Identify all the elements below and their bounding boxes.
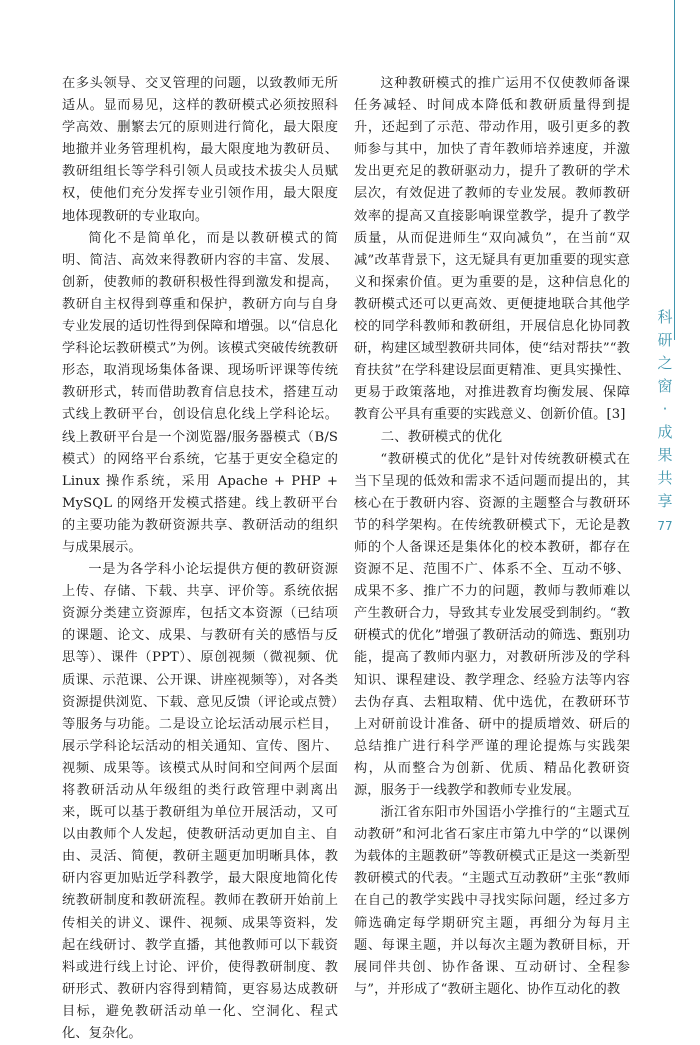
paragraph: 这种教研模式的推广运用不仅使教师备课任务减轻、时间成本降低和教研质量得到提升，还起到了示范、带动作用，吸引更多的教师参与其中，加快了青年教师培养速度，并激发出更充足的教研驱动力，提升了教研的学术层次，有效促进了教师的专业发展。教师教研效率的提高又直接影响课堂教学，提升了教学质量，从而促进师生“双向减负”，在当前“双减”改革背景下，这无疑具有更加重要的现实意义和探索价值。更为重要的是，这种信息化的教研模式还可以更高效、更便捷地联合其他学校的同学科教师和教研组，开展信息化协同教研，构建区域型教研共同体，使“结对帮扶”“教育扶贫”在学科建设层面更精准、更具实操性、更易于政策落地，对推进教育均衡发展、保障教育公平具有重要的实践意义、创新价值。[3] xyxy=(354,76,630,423)
paragraph: 一是为各学科小论坛提供方便的教研资源上传、存储、下载、共享、评价等。系统依据资源分类建立资源库，包括文本资源（已结项的课题、论文、成果、与教研有关的感悟与反思等）、课件（PPT）、原创视频（微视频、优质课、示范课、公开课、讲座视频等），对各类资源提供浏览、下载、意见反馈（评论或点赞）等服务与功能。二是设立论坛活动展示栏目，展示学科论坛活动的相关通知、宣传、图片、视频、成果等。该模式从时间和空间两个层面将教研活动从年级组的类行政管理中剥离出来，既可以基于教研组为单位开展活动，又可以由教师个人发起，使教研活动更加自主、自由、灵活、简便，教研主题更加明晰具体，教研内容更加贴近学科教学，最大限度地简化传统教研制度和教研流程。教师在教研开始前上传相关的讲义、课件、视频、成果等资料，发起在线研讨、教学直播，其他教师可以下载资料或进行线上讨论、评价，使得教研制度、教研形式、教研内容得到精简，更容易达成教研目标，避免教研活动单一化、空洞化、程式化、复杂化。 xyxy=(62,562,338,1042)
page-divider-line xyxy=(674,0,675,340)
side-tag-char: 成 xyxy=(657,423,673,441)
right-text-column xyxy=(354,73,630,1001)
side-tag-char: 共 xyxy=(657,469,673,487)
left-text-column xyxy=(62,73,338,1045)
side-tag-char: 科 xyxy=(657,308,673,326)
section-side-tag xyxy=(653,306,677,538)
side-tag-char: 果 xyxy=(657,446,673,464)
section-heading: 二、教研模式的优化 xyxy=(380,429,503,445)
paragraph: “教研模式的优化”是针对传统教研模式在当下呈现的低效和需求不适问题而提出的，其核心在于教研内容、资源的主题整合与教研环节的科学架构。在传统教研模式下，无论是教师的个人备课还是集体化的校本教研，都存在资源不足、范围不广、体系不全、互动不够、成果不多、推广不力的问题，教师与教师难以产生教研合力，导致其专业发展受到制约。“教研模式的优化”增强了教研活动的筛选、甄别功能，提高了教师内驱力，对教研所涉及的学科知识、课程建设、教学理念、经验方法等内容去伪存真、去粗取精、优中选优，在教研环节上对研前设计准备、研中的提质增效、研后的总结推广进行科学严谨的理论提炼与实践架构，从而整合为创新、优质、精品化教研资源，服务于一线教学和教师专业发展。 xyxy=(354,451,630,798)
paragraph: 浙江省东阳市外国语小学推行的“主题式互动教研”和河北省石家庄市第九中学的“以课例为载体的主题教研”等教研模式正是这一类新型教研模式的代表。“主题式互动教研”主张“教师在自己的教学实践中寻找实际问题，经过多方筛选确定每学期研究主题，再细分为每月主题、每课主题，并以每次主题为教研目标，开展同伴共创、协作备课、互动研讨、全程参与”，并形成了“教研主题化、协作互动化的教 xyxy=(354,805,630,997)
page-number: 77 xyxy=(657,519,673,533)
side-tag-char: · xyxy=(662,400,668,418)
side-tag-char: 研 xyxy=(657,331,673,349)
side-tag-char: 窗 xyxy=(657,377,673,395)
side-tag-char: 享 xyxy=(657,492,673,510)
paragraph: 简化不是简单化，而是以教研模式的简明、简洁、高效来得教研内容的丰富、发展、创新，使教师的教研积极性得到激发和提高，教研自主权得到尊重和保护，教研方向与自身专业发展的适切性得到保障和增强。以“信息化学科论坛教研模式”为例。该模式突破传统教研形态，取消现场集体备课、现场听评课等传统教研形式，转而借助教育信息技术，搭建互动式线上教研平台，创设信息化线上学科论坛。线上教研平台是一个浏览器/服务器模式（B/S 模式）的网络平台系统，它基于更安全稳定的 Linux 操作系统，采用 Apache + PHP + MySQL 的网络开发模式搭建。线上教研平台的主要功能为教研资源共享、教研活动的组织与成果展示。 xyxy=(62,230,338,555)
side-tag-char: 之 xyxy=(657,354,673,372)
paragraph: 在多头领导、交叉管理的问题，以致教师无所适从。显而易见，这样的教研模式必须按照科学高效、删繁去冗的原则进行简化，最大限度地撤并业务管理机构，最大限度地为教研员、教研组组长等学科引领人员或技术拔尖人员赋权，使他们充分发挥专业引领作用，最大限度地体现教研的专业取向。 xyxy=(62,76,338,224)
